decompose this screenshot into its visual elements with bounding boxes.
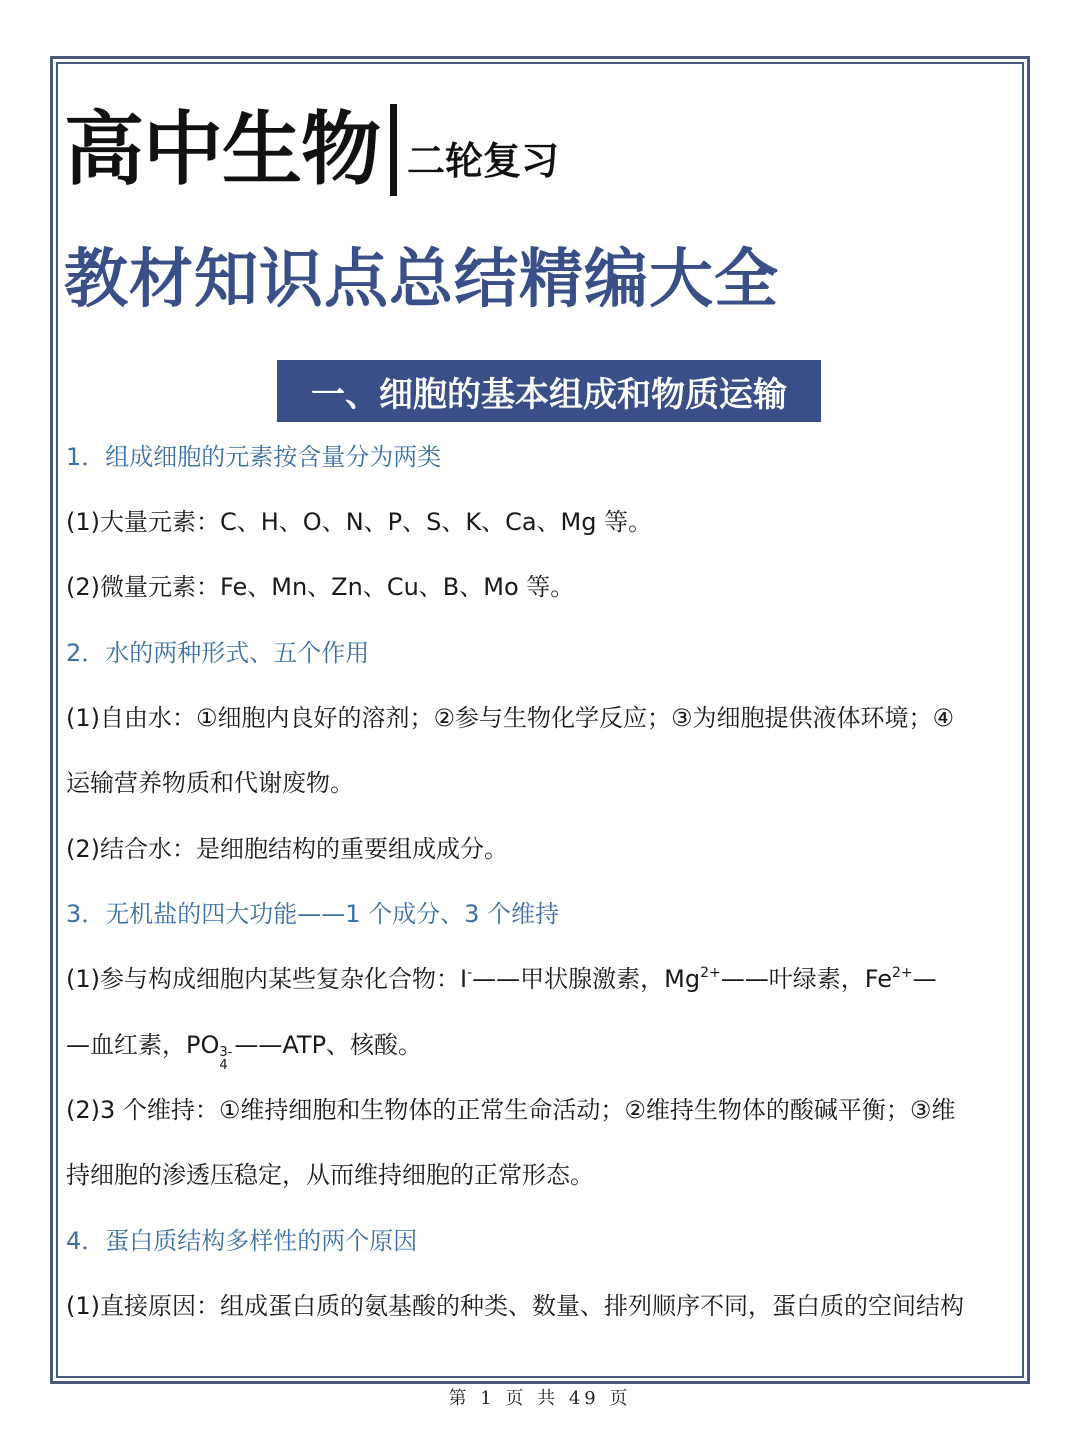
- compounds-text-2: ——甲状腺激素，Mg: [472, 965, 701, 993]
- text-line-macro-elements: (1)大量元素：C、H、O、N、P、S、K、Ca、Mg 等。: [66, 508, 653, 536]
- text-line-free-water: (1)自由水：①细胞内良好的溶剂；②参与生物化学反应；③为细胞提供液体环境；④: [66, 704, 955, 732]
- compounds-cont-text-2: ——ATP、核酸。: [234, 1031, 423, 1059]
- title-tag-text: 二轮复习: [407, 139, 560, 183]
- phosphate-index: [219, 1046, 232, 1072]
- title-divider-bar: [390, 104, 397, 196]
- text-line-direct-cause: (1)直接原因：组成蛋白质的氨基酸的种类、数量、排列顺序不同，蛋白质的空间结构: [66, 1292, 964, 1320]
- document-title: [64, 90, 560, 196]
- document-subtitle: 教材知识点总结精编大全: [64, 243, 779, 317]
- text-line-micro-elements: (2)微量元素：Fe、Mn、Zn、Cu、B、Mo 等。: [66, 573, 575, 601]
- section-banner: 一、细胞的基本组成和物质运输: [277, 360, 821, 422]
- phosphate-charge-sign: -: [227, 1045, 233, 1060]
- iron-charge: 2+: [892, 965, 913, 981]
- compounds-cont-text-1: —血红素，PO: [66, 1031, 220, 1059]
- text-line-compounds-cont: [66, 1028, 1020, 1073]
- magnesium-charge: 2+: [700, 965, 721, 981]
- page-number-footer: 第 1 页 共 49 页: [448, 1388, 632, 1409]
- compounds-text-4: —: [912, 965, 937, 993]
- text-line-free-water-cont: 运输营养物质和代谢废物。: [66, 769, 354, 797]
- phosphate-subscript: 4: [219, 1058, 228, 1073]
- title-main-text: 高中生物: [64, 103, 380, 196]
- text-line-bound-water: (2)结合水：是细胞结构的重要组成成分。: [66, 835, 508, 863]
- phosphate-charge-number: 3: [219, 1045, 228, 1060]
- point-heading-3: 3．无机盐的四大功能——1 个成分、3 个维持: [66, 900, 560, 928]
- compounds-text-1: (1)参与构成细胞内某些复杂化合物：I: [66, 965, 468, 993]
- point-heading-2: 2．水的两种形式、五个作用: [66, 639, 370, 667]
- point-heading-1: 1．组成细胞的元素按含量分为两类: [66, 443, 442, 471]
- text-line-three-maintain: (2)3 个维持：①维持细胞和生物体的正常生命活动；②维持生物体的酸碱平衡；③维: [66, 1096, 956, 1124]
- text-line-three-maintain-cont: 持细胞的渗透压稳定，从而维持细胞的正常形态。: [66, 1161, 594, 1189]
- compounds-text-3: ——叶绿素，Fe: [720, 965, 892, 993]
- text-line-compounds: [66, 962, 1020, 996]
- point-heading-4: 4．蛋白质结构多样性的两个原因: [66, 1227, 418, 1255]
- iodide-charge: -: [467, 965, 473, 981]
